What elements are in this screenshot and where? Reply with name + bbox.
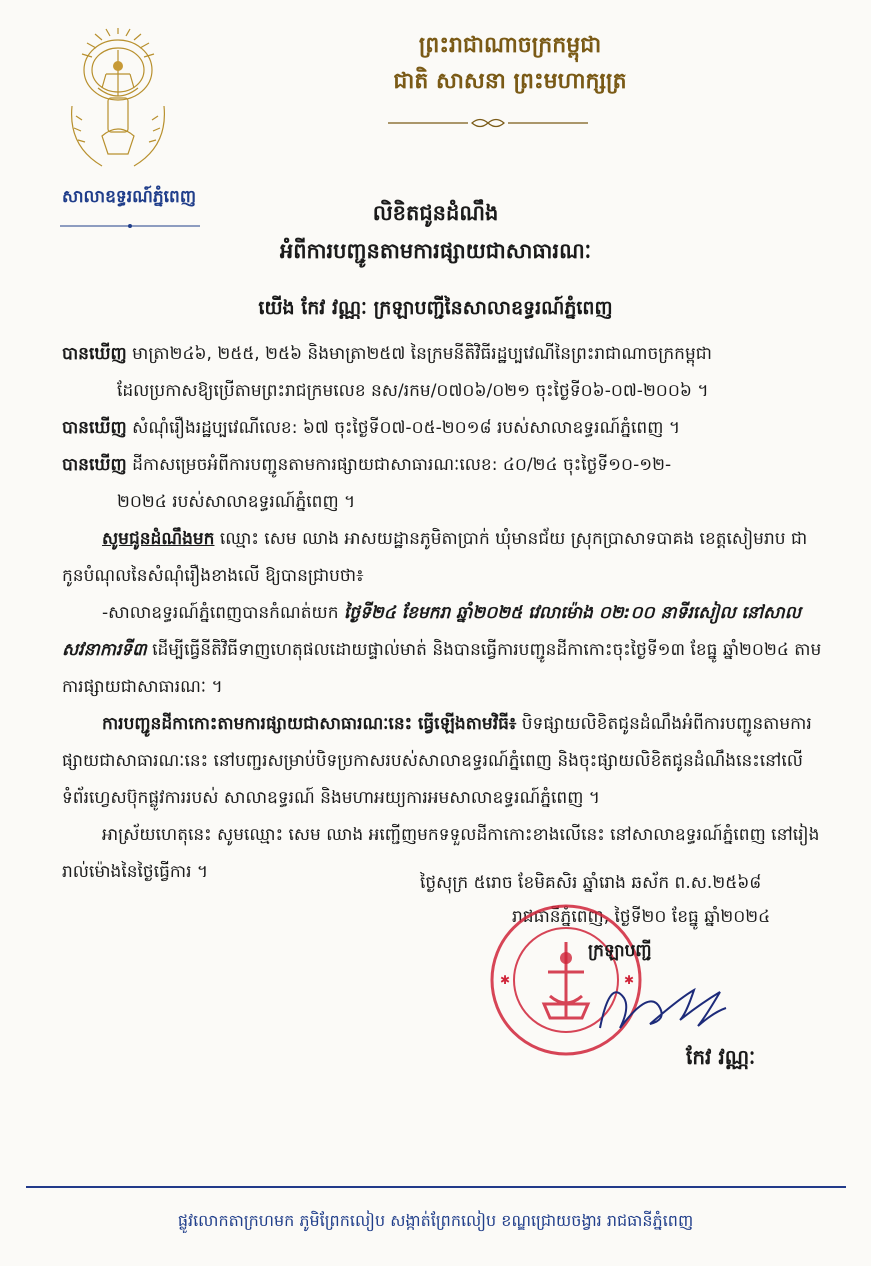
paragraph-text: សំណុំរឿងរដ្ឋប្បវេណីលេខ: ៦៧ ចុះថ្ងៃទី០៧-០៥-២០១៨ របស់សាលាឧទ្ធរណ៍ភ្នំពេញ ។ [126,418,681,438]
kingdom-line-2: ជាតិ សាសនា ព្រះមហាក្សត្រ [393,69,627,94]
kingdom-line-1: ព្រះរាជាណាចក្រកម្ពុជា [418,33,602,58]
paragraph-2 [62,410,822,447]
paragraph-lead: បានឃើញ [62,344,127,364]
document-subtitle: អំពីការបញ្ជូនតាមការផ្សាយជាសាធារណៈ [279,239,592,263]
document-body [62,336,822,891]
signer-name: កែវ វណ្ណៈ [686,1045,756,1069]
hearing-date: ថ្ងៃទី២៤ ខែមករា ឆ្នាំ២០២៥ វេលាម៉ោង ០២:០០ នាទីរសៀល នៅសាលសវនាការទី៣ [62,603,801,660]
paragraph-lead: សូមជូនដំណឹងមក [102,529,215,549]
issuer-line: យើង កែវ វណ្ណៈ ក្រឡាបញ្ជីនៃសាលាឧទ្ធរណ៍ភ្នំពេញ [258,297,613,319]
svg-text:✱: ✱ [500,973,511,987]
document-title: លិខិតជូនដំណឹង [372,201,499,225]
paragraph-1 [62,336,822,373]
paragraph-text: -សាលាឧទ្ធរណ៍ភ្នំពេញបានកំណត់យក [102,603,344,623]
paragraph-text: មាត្រា២៤៦, ២៥៥, ២៥៦ និងមាត្រា២៥៧ នៃក្រមនីតិវិធីរដ្ឋប្បវេណីនៃព្រះរាជាណាចក្រកម្ពុជា [126,344,712,364]
lunar-date: ថ្ងៃសុក្រ ៥រោច ខែមិគសិរ ឆ្នាំរោង ឆស័ក ព.ស.២៥៦៨ [420,873,762,893]
svg-text:✱: ✱ [624,973,635,987]
paragraph-lead: បានឃើញ [62,418,127,438]
solar-date: រាជធានីភ្នំពេញ, ថ្ងៃទី២០ ខែធ្នូ ឆ្នាំ២០២៤ [512,907,771,927]
paragraph-1-cont: ដែលប្រកាសឱ្យប្រើតាមព្រះរាជក្រមលេខ នស/រកម/០៧០៦/០២១ ចុះថ្ងៃទី០៦-០៧-២០០៦ ។ [117,381,709,401]
paragraph-5 [62,595,822,706]
kingdom-motto [360,28,660,100]
paragraph-text: ឈ្មោះ សេម ឈាង អាសយដ្ឋានភូមិតាប្រាក់ ឃុំមានជ័យ ស្រុកប្រាសាទបាគង ខេត្តសៀមរាប ជាកូនបំណុលនៃសំណុំរឿងខាងលើ ឱ្យបានជ្រាបថា៖ [62,529,808,586]
court-name: សាលាឧទ្ធរណ៍ភ្នំពេញ [61,187,197,207]
paragraph-text: បិទផ្សាយលិខិតជូនដំណឹងអំពីការបញ្ជូនតាមការផ្សាយជាសាធារណៈនេះ នៅបញ្ជរសម្រាប់បិទប្រកាសរបស់សាលាឧទ្ធរណ៍ភ្នំពេញ និងចុះផ្សាយលិខិតជូនដំណឹងនេះនៅលើទំព័រហ្វេសប៊ុកផ្លូវការរបស់ សាលាឧទ្ធរណ៍ និងមហាអយ្យការអមសាលាឧទ្ធរណ៍ភ្នំពេញ ។ [62,714,812,808]
paragraph-lead: ការបញ្ជូនដីកាកោះតាមការផ្សាយជាសាធារណៈនេះ ធ្វើឡើងតាមវិធី៖ [102,714,517,734]
paragraph-3 [62,447,822,484]
paragraph-3-cont: ២០២៤ របស់សាលាឧទ្ធរណ៍ភ្នំពេញ ។ [117,492,356,512]
paragraph-text: ដើម្បីធ្វើនីតិវិធីទាញហេតុផលដោយផ្ទាល់មាត់ និងបានធ្វើការបញ្ជូនដីកាកោះចុះថ្ងៃទី១៣ ខែធ្នូ ឆ្នាំ២០២៤ តាមការផ្សាយជាសាធារណៈ ។ [62,640,822,697]
paragraph-lead: បានឃើញ [62,455,127,475]
signer-role: ក្រឡាបញ្ជី [588,941,652,961]
signature-icon [590,968,730,1048]
footer-address: ផ្លូវលោកតាក្រហមក ភូមិព្រែកលៀប សង្កាត់ព្រែកលៀប ខណ្ឌជ្រោយចង្វារ រាជធានីភ្នំពេញ [177,1211,694,1230]
paragraph-4 [62,521,822,595]
ornament-divider [388,116,588,130]
court-emblem-icon [62,26,174,176]
paragraph-text: ដីកាសម្រេចអំពីការបញ្ជូនតាមការផ្សាយជាសាធារណៈលេខ: ៤០/២៤ ចុះថ្ងៃទី១០-១២- [126,455,672,475]
paragraph-7: អាស្រ័យហេតុនេះ សូមឈ្មោះ សេម ឈាង អញ្ជើញមកទទួលដីកាកោះខាងលើនេះ នៅសាលាឧទ្ធរណ៍ភ្នំពេញ នៅរៀងរាល់ម៉ោងនៃថ្ងៃធ្វើការ ។ [62,825,820,882]
paragraph-6 [62,706,822,817]
footer-divider [26,1186,846,1188]
